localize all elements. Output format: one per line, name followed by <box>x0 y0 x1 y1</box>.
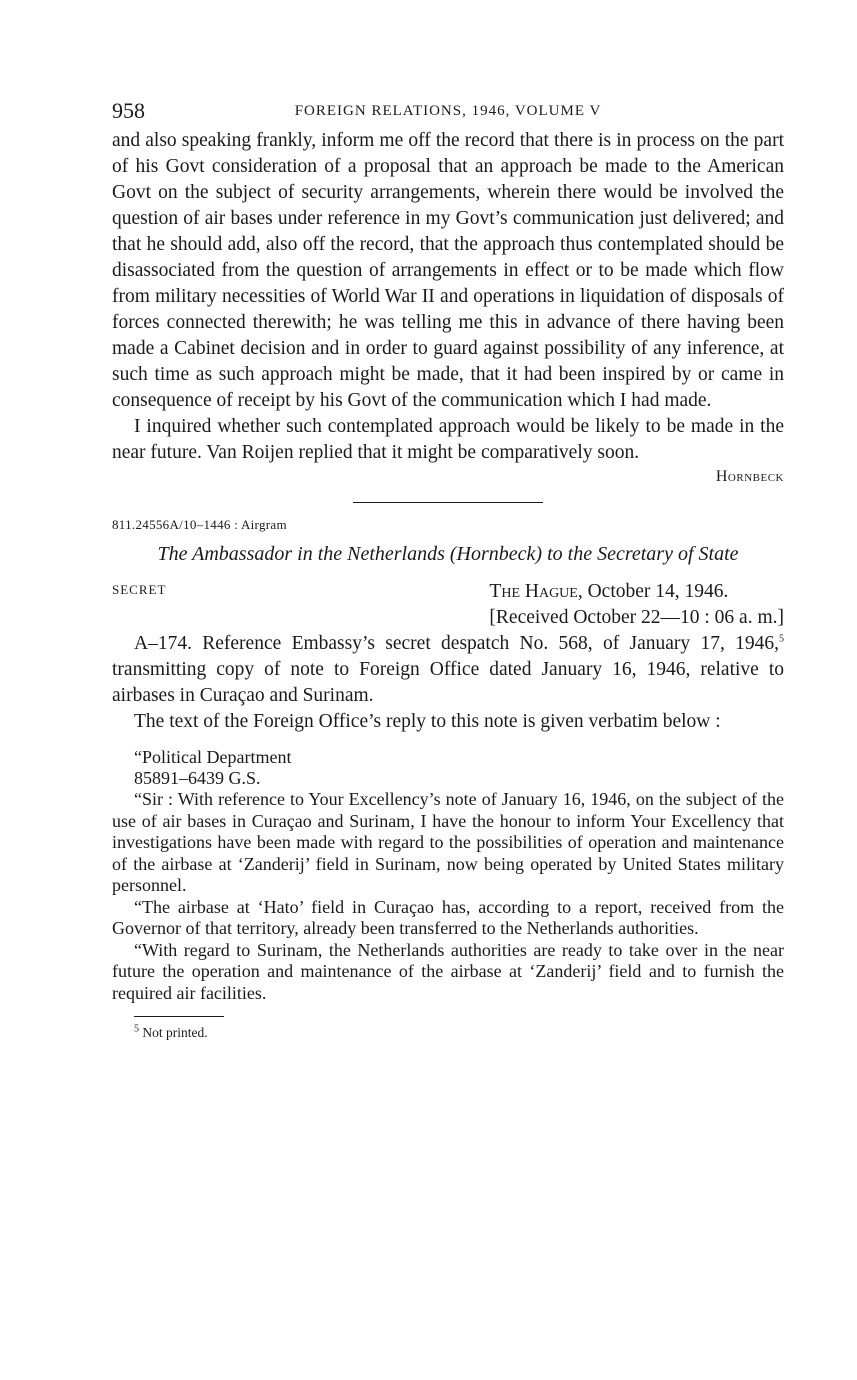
quoted-paragraph: “Sir : With reference to Your Excellency’s note of January 16, 1946, on the subject of the use of air bases in Curaçao and Surinam, I have the honour to inform Your Excellency that investigations have been made with regard to the possibilities of operation and maintenance of the airbase at ‘Zanderij’ field in Surinam, now being operated by United States military personnel. <box>112 789 784 895</box>
running-header <box>112 98 784 128</box>
reply-intro-paragraph: The text of the Foreign Office’s reply to this note is given verbatim below : <box>134 711 721 732</box>
quoted-paragraph: “The airbase at ‘Hato’ field in Curaçao has, according to a report, received from the Governor of that territory, already been transferred to the Netherlands authorities. <box>112 896 784 938</box>
reference-paragraph <box>112 631 784 709</box>
signature: Hornbeck <box>715 468 784 485</box>
document-title: The Ambassador in the Netherlands (Hornbeck) to the Secretary of State <box>157 543 739 565</box>
footnote-marker: 5 <box>779 633 784 645</box>
footnote <box>112 1025 784 1041</box>
quote-department: “Political Department <box>134 747 292 767</box>
section-divider <box>353 502 543 503</box>
footnote-text: Not printed. <box>142 1025 208 1040</box>
reference-text-b: transmitting copy of note to Foreign Office dated January 16, 1946, relative to airbases in Curaçao and Surinam. <box>112 659 784 706</box>
quoted-paragraph: “With regard to Surinam, the Netherlands authorities are ready to take over in the near future the operation and maintenance of the airbase at ‘Zanderij’ field and to furnish the required air facilities. <box>112 939 784 1003</box>
place-date-line <box>489 579 784 605</box>
quote-file-number: 85891–6439 G.S. <box>134 768 261 788</box>
continued-paragraph: and also speaking frankly, inform me off the record that there is in process on the part of his Govt consideration of a proposal that an approach be made to the American Govt on the subject of security arrangements, wherein there would be involved the question of air bases under reference in my Govt’s communication just delivered; and that he should add, also off the record, that the approach thus contemplated should be disassociated from the question of arrangements in effect or to be made which flow from military necessities of World War II and operations in liquidation of disposals of forces connected therewith; he was telling me this in advance of there having been made a Cabinet decision and in order to guard against possibility of any inference, at such time as such approach might be made, that it had been inspired by or came in consequence of receipt by his Govt of the communication which I had made. <box>112 130 784 411</box>
document-page <box>112 98 784 1041</box>
inquiry-paragraph: I inquired whether such contemplated approach would be likely to be made in the near future. Van Roijen replied that it might be comparatively soon. <box>112 416 784 463</box>
footnote-divider <box>134 1016 224 1017</box>
quoted-letter-heading <box>112 747 784 789</box>
file-reference: 811.24556A/10–1446 : Airgram <box>112 517 287 532</box>
dateline <box>489 579 784 631</box>
date: October 14, 1946. <box>587 581 729 602</box>
classification-label: SECRET <box>112 582 167 597</box>
footnote-number: 5 <box>134 1023 139 1035</box>
received-line: [Received October 22—10 : 06 a. m.] <box>489 607 784 628</box>
running-title: FOREIGN RELATIONS, 1946, VOLUME V <box>294 103 602 119</box>
place: The Hague, <box>489 581 583 602</box>
reference-text-a: A–174. Reference Embassy’s secret despatch No. 568, of January 17, 1946, <box>134 633 779 654</box>
dateline-row <box>112 579 784 631</box>
page-number: 958 <box>112 98 145 123</box>
